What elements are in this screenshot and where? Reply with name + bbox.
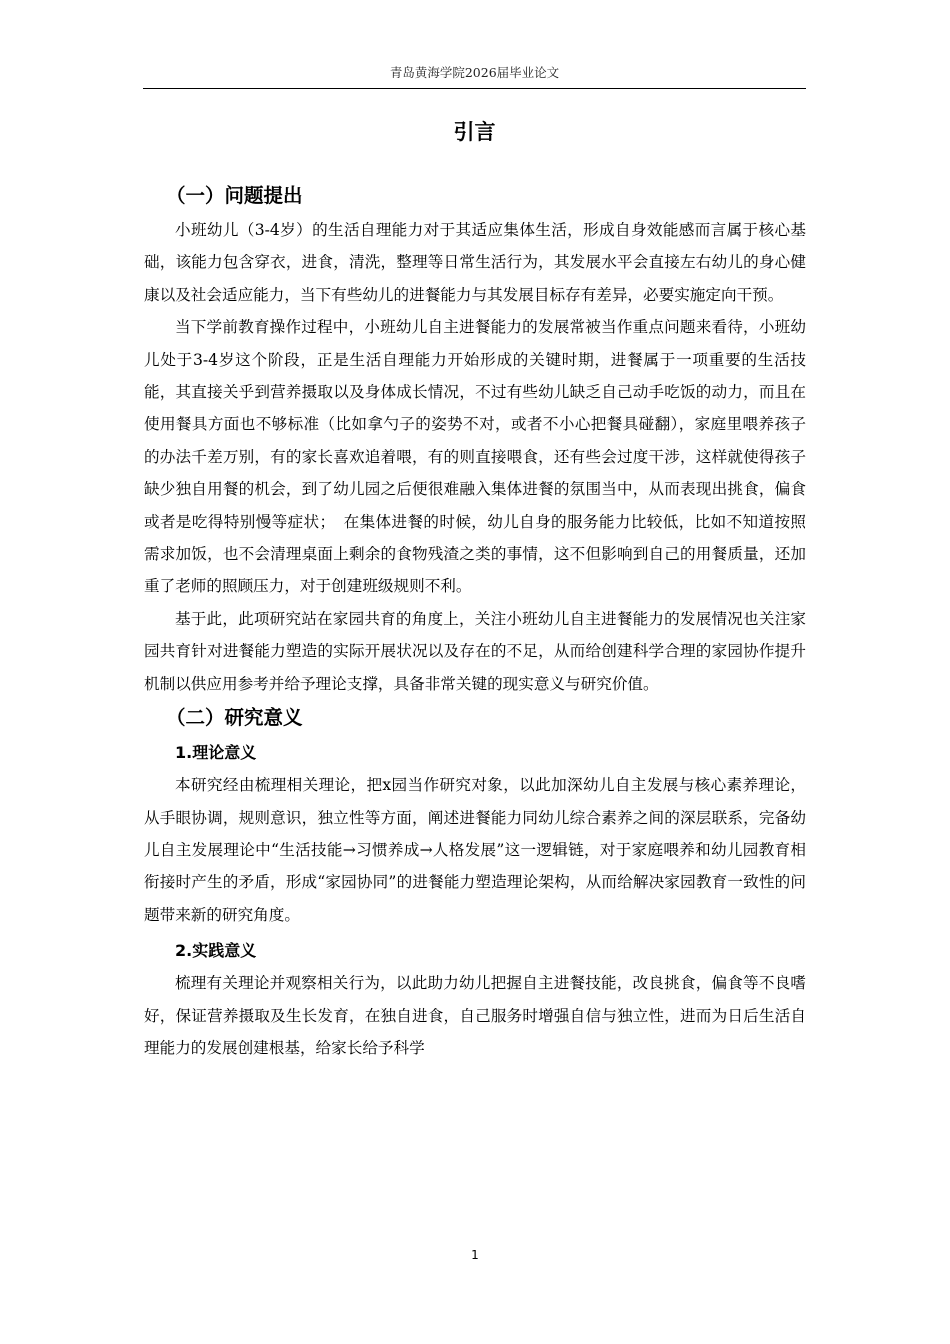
page-number: 1 <box>471 1248 479 1262</box>
paragraph: 梳理有关理论并观察相关行为，以此助力幼儿把握自主进餐技能，改良挑食，偏食等不良嗜好，保证营养摄取及生长发育，在独自进食，自己服务时增强自信与独立性，进而为日后生活自理能力的发展创建根基，给家长给予科学 <box>144 974 806 1057</box>
paragraph: 当下学前教育操作过程中，小班幼儿自主进餐能力的发展常被当作重点问题来看待，小班幼儿处于3-4岁这个阶段，正是生活自理能力开始形成的关键时期，进餐属于一项重要的生活技能，其直接关乎到营养摄取以及身体成长情况，不过有些幼儿缺乏自己动手吃饭的动力，而且在使用餐具方面也不够标准（比如拿勺子的姿势不对，或者不小心把餐具碰翻），家庭里喂养孩子的办法千差万别，有的家长喜欢追着喂，有的则直接喂食，还有些会过度干涉，这样就使得孩子缺少独自用餐的机会，到了幼儿园之后便很难融入集体进餐的氛围当中，从而表现出挑食，偏食或者是吃得特别慢等症状； 在集体进餐的时候，幼儿自身的服务能力比较低，比如不知道按照需求加饭，也不会清理桌面上剩余的食物残渣之类的事情，这不但影响到自己的用餐质量，还加重了老师的照顾压力，对于创建班级规则不利。 <box>144 318 806 596</box>
body-text <box>144 178 806 1064</box>
heading-problem-statement: （一）问题提出 <box>166 184 303 207</box>
heading-theoretical-significance: 1.理论意义 <box>175 743 257 763</box>
header-rule <box>143 88 806 89</box>
section-title: 引言 <box>453 120 496 144</box>
paragraph: 本研究经由梳理相关理论，把x园当作研究对象，以此加深幼儿自主发展与核心素养理论，从手眼协调，规则意识，独立性等方面，阐述进餐能力同幼儿综合素养之间的深层联系，完备幼儿自主发展理论中“生活技能→习惯养成→人格发展”这一逻辑链，对于家庭喂养和幼儿园教育相衔接时产生的矛盾，形成“家园协同”的进餐能力塑造理论架构，从而给解决家园教育一致性的问题带来新的研究角度。 <box>144 776 806 924</box>
heading-practical-significance: 2.实践意义 <box>175 941 257 961</box>
paragraph: 小班幼儿（3-4岁）的生活自理能力对于其适应集体生活，形成自身效能感而言属于核心基础，该能力包含穿衣，进食，清洗，整理等日常生活行为，其发展水平会直接左右幼儿的身心健康以及社会适应能力，当下有些幼儿的进餐能力与其发展目标存有差异，必要实施定向干预。 <box>144 221 806 304</box>
paragraph: 基于此，此项研究站在家园共育的角度上，关注小班幼儿自主进餐能力的发展情况也关注家园共育针对进餐能力塑造的实际开展状况以及存在的不足，从而给创建科学合理的家园协作提升机制以供应用参考并给予理论支撑，具备非常关键的现实意义与研究价值。 <box>144 609 806 693</box>
heading-research-significance: （二）研究意义 <box>166 706 303 730</box>
page-header: 青岛黄海学院2026届毕业论文 <box>389 65 560 80</box>
